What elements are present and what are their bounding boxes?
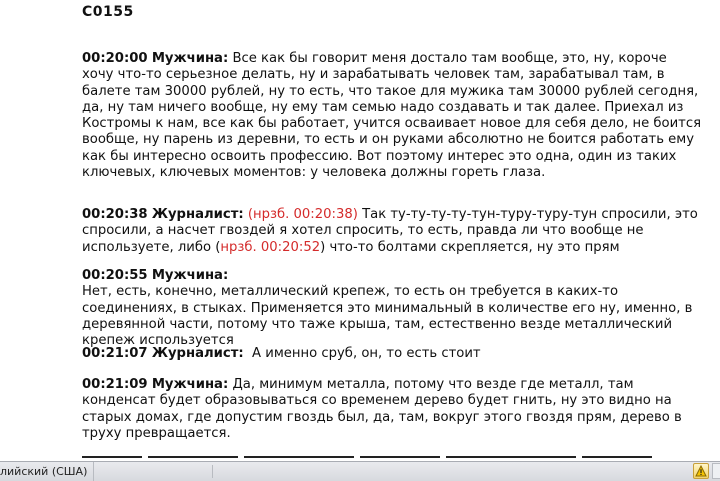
warning-icon[interactable] bbox=[693, 463, 709, 479]
transcript-paragraph bbox=[82, 268, 702, 349]
input-language-indicator[interactable]: лийский (США) bbox=[0, 462, 94, 481]
timestamp: 00:20:38 bbox=[82, 207, 148, 222]
transcript-text: Все как бы говорит меня достало там вообще, это, ну, короче хочу что-то серьезное делать, ну и зарабатывать человек там, зарабатывал там, в балете там 30000 рублей, ну то есть, что такое для мужика там 30000 рублей сегодня, да, ну там ничего вообще, ну ему там семью надо создавать и так далее. Приехал из Костромы к нам, все как бы работает, учится осваивает новое для себя дело, не боится вообще, ну парень из деревни, то есть и он руками абсолютно не боится работать ему как бы интересно освоить профессию. Вот поэтому интерес это одна, один из таких ключевых, ключевых моментов: у человека должны гореть глаза. bbox=[82, 51, 702, 181]
transcript-paragraph bbox=[82, 346, 702, 362]
inaudible-reference: нрзб. 00:20:52 bbox=[220, 239, 321, 255]
transcript-text: ) что-то болтами скрепляется, ну это прям bbox=[320, 239, 620, 255]
timestamp: 00:21:09 bbox=[82, 377, 148, 392]
transcript-text: Нет, есть, конечно, металлический крепеж, то есть он требуется в каких-то соединениях, в стыках. Применяется это минимальный в количестве его ну, именно, в деревянной части, потому что таже крыша, там, естественно везде металлический крепеж используется bbox=[82, 284, 693, 349]
transcript-paragraph bbox=[82, 377, 702, 442]
timestamp: 00:21:07 bbox=[82, 346, 148, 361]
status-bar bbox=[0, 461, 720, 481]
document-code: C0155 bbox=[82, 4, 134, 20]
transcript-text: А именно сруб, он, то есть стоит bbox=[252, 346, 481, 361]
status-bar-divider bbox=[212, 465, 213, 478]
status-bar-button[interactable] bbox=[712, 463, 720, 479]
transcript-paragraph bbox=[82, 207, 702, 256]
transcript-text: Так ту-ту-ту-ту-тун-туру-туру-тун спросили, это спросили, а насчет гвоздей я хотел спросить, то есть, правда ли что вообще не используете, либо ( bbox=[82, 207, 698, 255]
speaker-label: Мужчина: bbox=[151, 377, 229, 392]
speaker-label: Журналист: bbox=[151, 346, 244, 361]
timestamp: 00:20:00 bbox=[82, 51, 148, 66]
transcript-text: Да, минимум металла, потому что везде где металл, там конденсат будет образовываться со временем дерево будет гнить, ну это видно на старых домах, где допустим гвоздь был, да, там, вокруг этого гвоздя прям, дерево в труху превращается. bbox=[82, 377, 682, 441]
timestamp: 00:20:55 bbox=[82, 268, 148, 283]
inaudible-reference: (нрзб. 00:20:38) bbox=[247, 207, 358, 222]
transcript-paragraph bbox=[82, 51, 702, 181]
speaker-label: Мужчина: bbox=[151, 268, 229, 283]
speaker-label: Мужчина: bbox=[151, 51, 229, 66]
speaker-label: Журналист: bbox=[151, 207, 244, 222]
